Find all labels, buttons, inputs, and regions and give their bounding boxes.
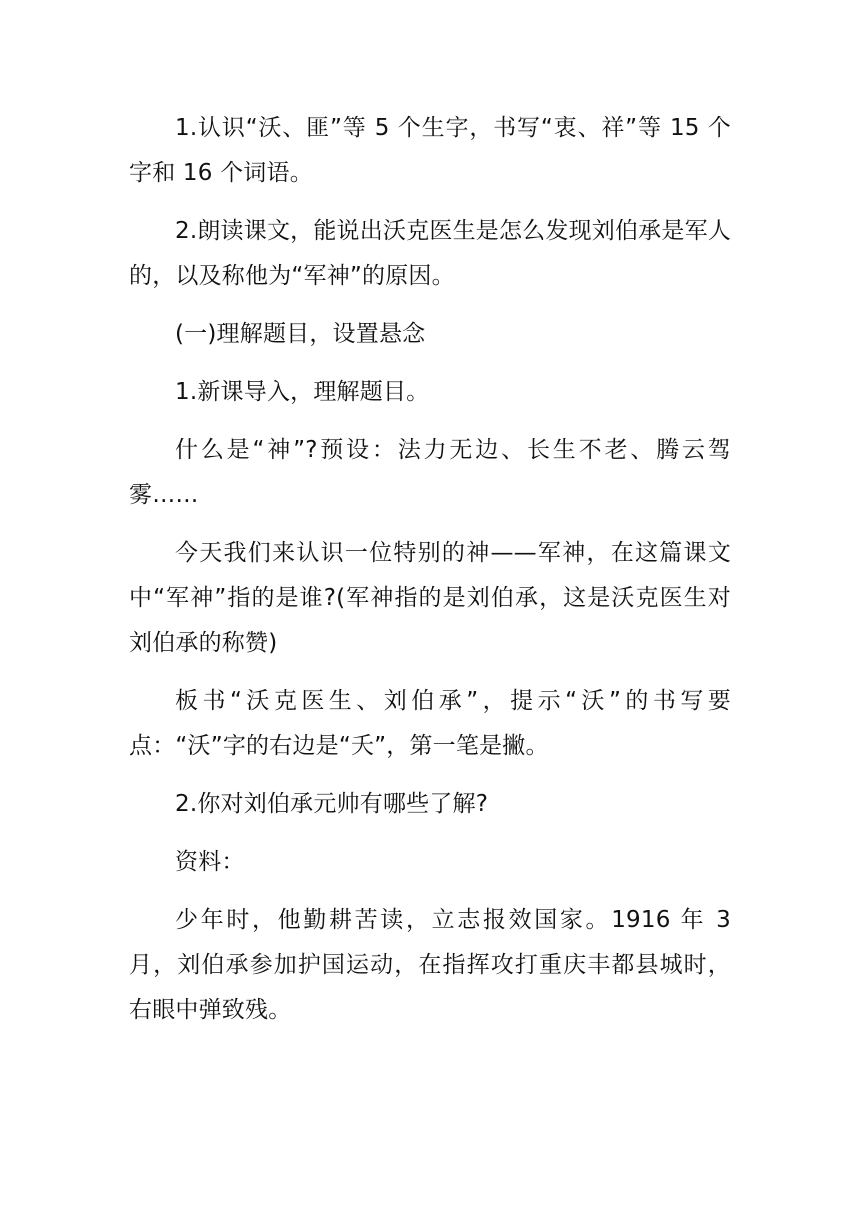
paragraph-biography: 少年时，他勤耕苦读，立志报效国家。1916 年 3 月，刘伯承参加护国运动，在指挥攻打重庆丰都县城时，右眼中弹致残。 — [129, 907, 739, 1023]
paragraph-intro-step: 1.新课导入，理解题目。 — [175, 379, 430, 405]
paragraph-materials-label: 资料： — [175, 849, 245, 875]
paragraph-question-god: 什么是“神”?预设：法力无边、长生不老、腾云驾雾…… — [129, 437, 731, 508]
document-body — [129, 106, 739, 1033]
section-heading: (一)理解题目，设置悬念 — [175, 321, 426, 347]
paragraph-blackboard: 板书“沃克医生、刘伯承”，提示“沃”的书写要点：“沃”字的右边是“夭”，第一笔是撇。 — [129, 688, 731, 759]
paragraph-question-liu: 2.你对刘伯承元帅有哪些了解? — [175, 791, 489, 817]
paragraph-objective-1: 1.认识“沃、匪”等 5 个生字，书写“衷、祥”等 15 个字和 16 个词语。 — [129, 115, 731, 186]
paragraph-objective-2: 2.朗读课文，能说出沃克医生是怎么发现刘伯承是军人的，以及称他为“军神”的原因。 — [129, 218, 731, 289]
paragraph-military-god: 今天我们来认识一位特别的神——军神，在这篇课文中“军神”指的是谁?(军神指的是刘伯承，这是沃克医生对刘伯承的称赞) — [129, 540, 731, 656]
